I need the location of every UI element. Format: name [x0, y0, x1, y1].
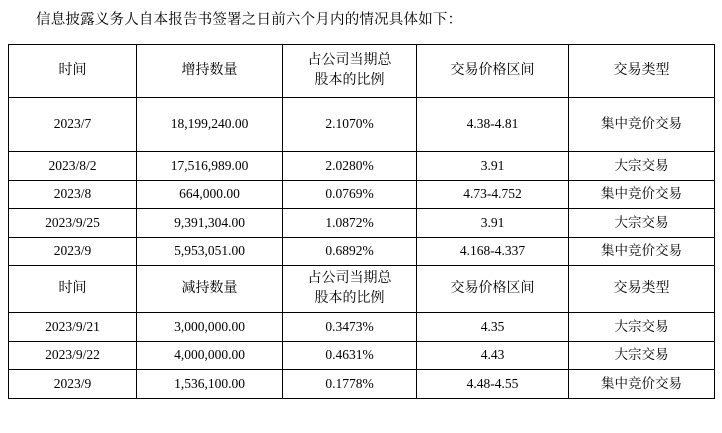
cell-amount: 664,000.00	[137, 180, 283, 209]
column-header-decrease-amount: 减持数量	[137, 266, 283, 313]
cell-ratio: 0.4631%	[283, 341, 417, 370]
column-header-price-range: 交易价格区间	[417, 266, 569, 313]
cell-type: 大宗交易	[569, 313, 715, 342]
cell-price: 4.38-4.81	[417, 98, 569, 152]
table-row	[9, 341, 715, 370]
cell-ratio: 0.0769%	[283, 180, 417, 209]
table-header-row-decrease	[9, 266, 715, 313]
cell-amount: 1,536,100.00	[137, 370, 283, 399]
column-header-ratio	[283, 45, 417, 98]
cell-time: 2023/9/21	[9, 313, 137, 342]
column-header-trade-type: 交易类型	[569, 266, 715, 313]
column-header-ratio-line2: 股本的比例	[314, 291, 385, 306]
cell-ratio: 2.0280%	[283, 152, 417, 181]
cell-time: 2023/9/25	[9, 209, 137, 238]
cell-type: 大宗交易	[569, 209, 715, 238]
cell-amount: 9,391,304.00	[137, 209, 283, 238]
cell-amount: 18,199,240.00	[137, 98, 283, 152]
cell-type: 大宗交易	[569, 341, 715, 370]
cell-amount: 4,000,000.00	[137, 341, 283, 370]
cell-amount: 5,953,051.00	[137, 237, 283, 266]
cell-ratio: 1.0872%	[283, 209, 417, 238]
table-row	[9, 237, 715, 266]
cell-type: 大宗交易	[569, 152, 715, 181]
cell-ratio: 0.6892%	[283, 237, 417, 266]
cell-type: 集中竞价交易	[569, 98, 715, 152]
shareholding-changes-table	[8, 44, 715, 399]
intro-paragraph: 信息披露义务人自本报告书签署之日前六个月内的情况具体如下：	[36, 12, 463, 28]
cell-time: 2023/9/22	[9, 341, 137, 370]
column-header-time: 时间	[9, 266, 137, 313]
column-header-time: 时间	[9, 45, 137, 98]
cell-time: 2023/9	[9, 370, 137, 399]
column-header-increase-amount: 增持数量	[137, 45, 283, 98]
cell-time: 2023/7	[9, 98, 137, 152]
cell-price: 4.48-4.55	[417, 370, 569, 399]
cell-ratio: 2.1070%	[283, 98, 417, 152]
column-header-price-range: 交易价格区间	[417, 45, 569, 98]
column-header-ratio-line1: 占公司当期总	[307, 52, 392, 68]
cell-type: 集中竞价交易	[569, 180, 715, 209]
cell-amount: 3,000,000.00	[137, 313, 283, 342]
cell-price: 4.43	[417, 341, 569, 370]
cell-price: 4.168-4.337	[417, 237, 569, 266]
table-row	[9, 98, 715, 152]
cell-type: 集中竞价交易	[569, 370, 715, 399]
cell-ratio: 0.1778%	[283, 370, 417, 399]
column-header-trade-type: 交易类型	[569, 45, 715, 98]
column-header-ratio	[283, 266, 417, 313]
column-header-ratio-line1: 占公司当期总	[307, 270, 392, 286]
table-header-row-increase	[9, 45, 715, 98]
cell-time: 2023/9	[9, 237, 137, 266]
cell-time: 2023/8/2	[9, 152, 137, 181]
table-row	[9, 180, 715, 209]
cell-price: 4.73-4.752	[417, 180, 569, 209]
table-row	[9, 370, 715, 399]
cell-price: 3.91	[417, 152, 569, 181]
cell-price: 3.91	[417, 209, 569, 238]
column-header-ratio-line2: 股本的比例	[314, 73, 385, 88]
cell-ratio: 0.3473%	[283, 313, 417, 342]
table-row	[9, 209, 715, 238]
cell-type: 集中竞价交易	[569, 237, 715, 266]
cell-time: 2023/8	[9, 180, 137, 209]
cell-amount: 17,516,989.00	[137, 152, 283, 181]
cell-price: 4.35	[417, 313, 569, 342]
table-row	[9, 152, 715, 181]
table-row	[9, 313, 715, 342]
